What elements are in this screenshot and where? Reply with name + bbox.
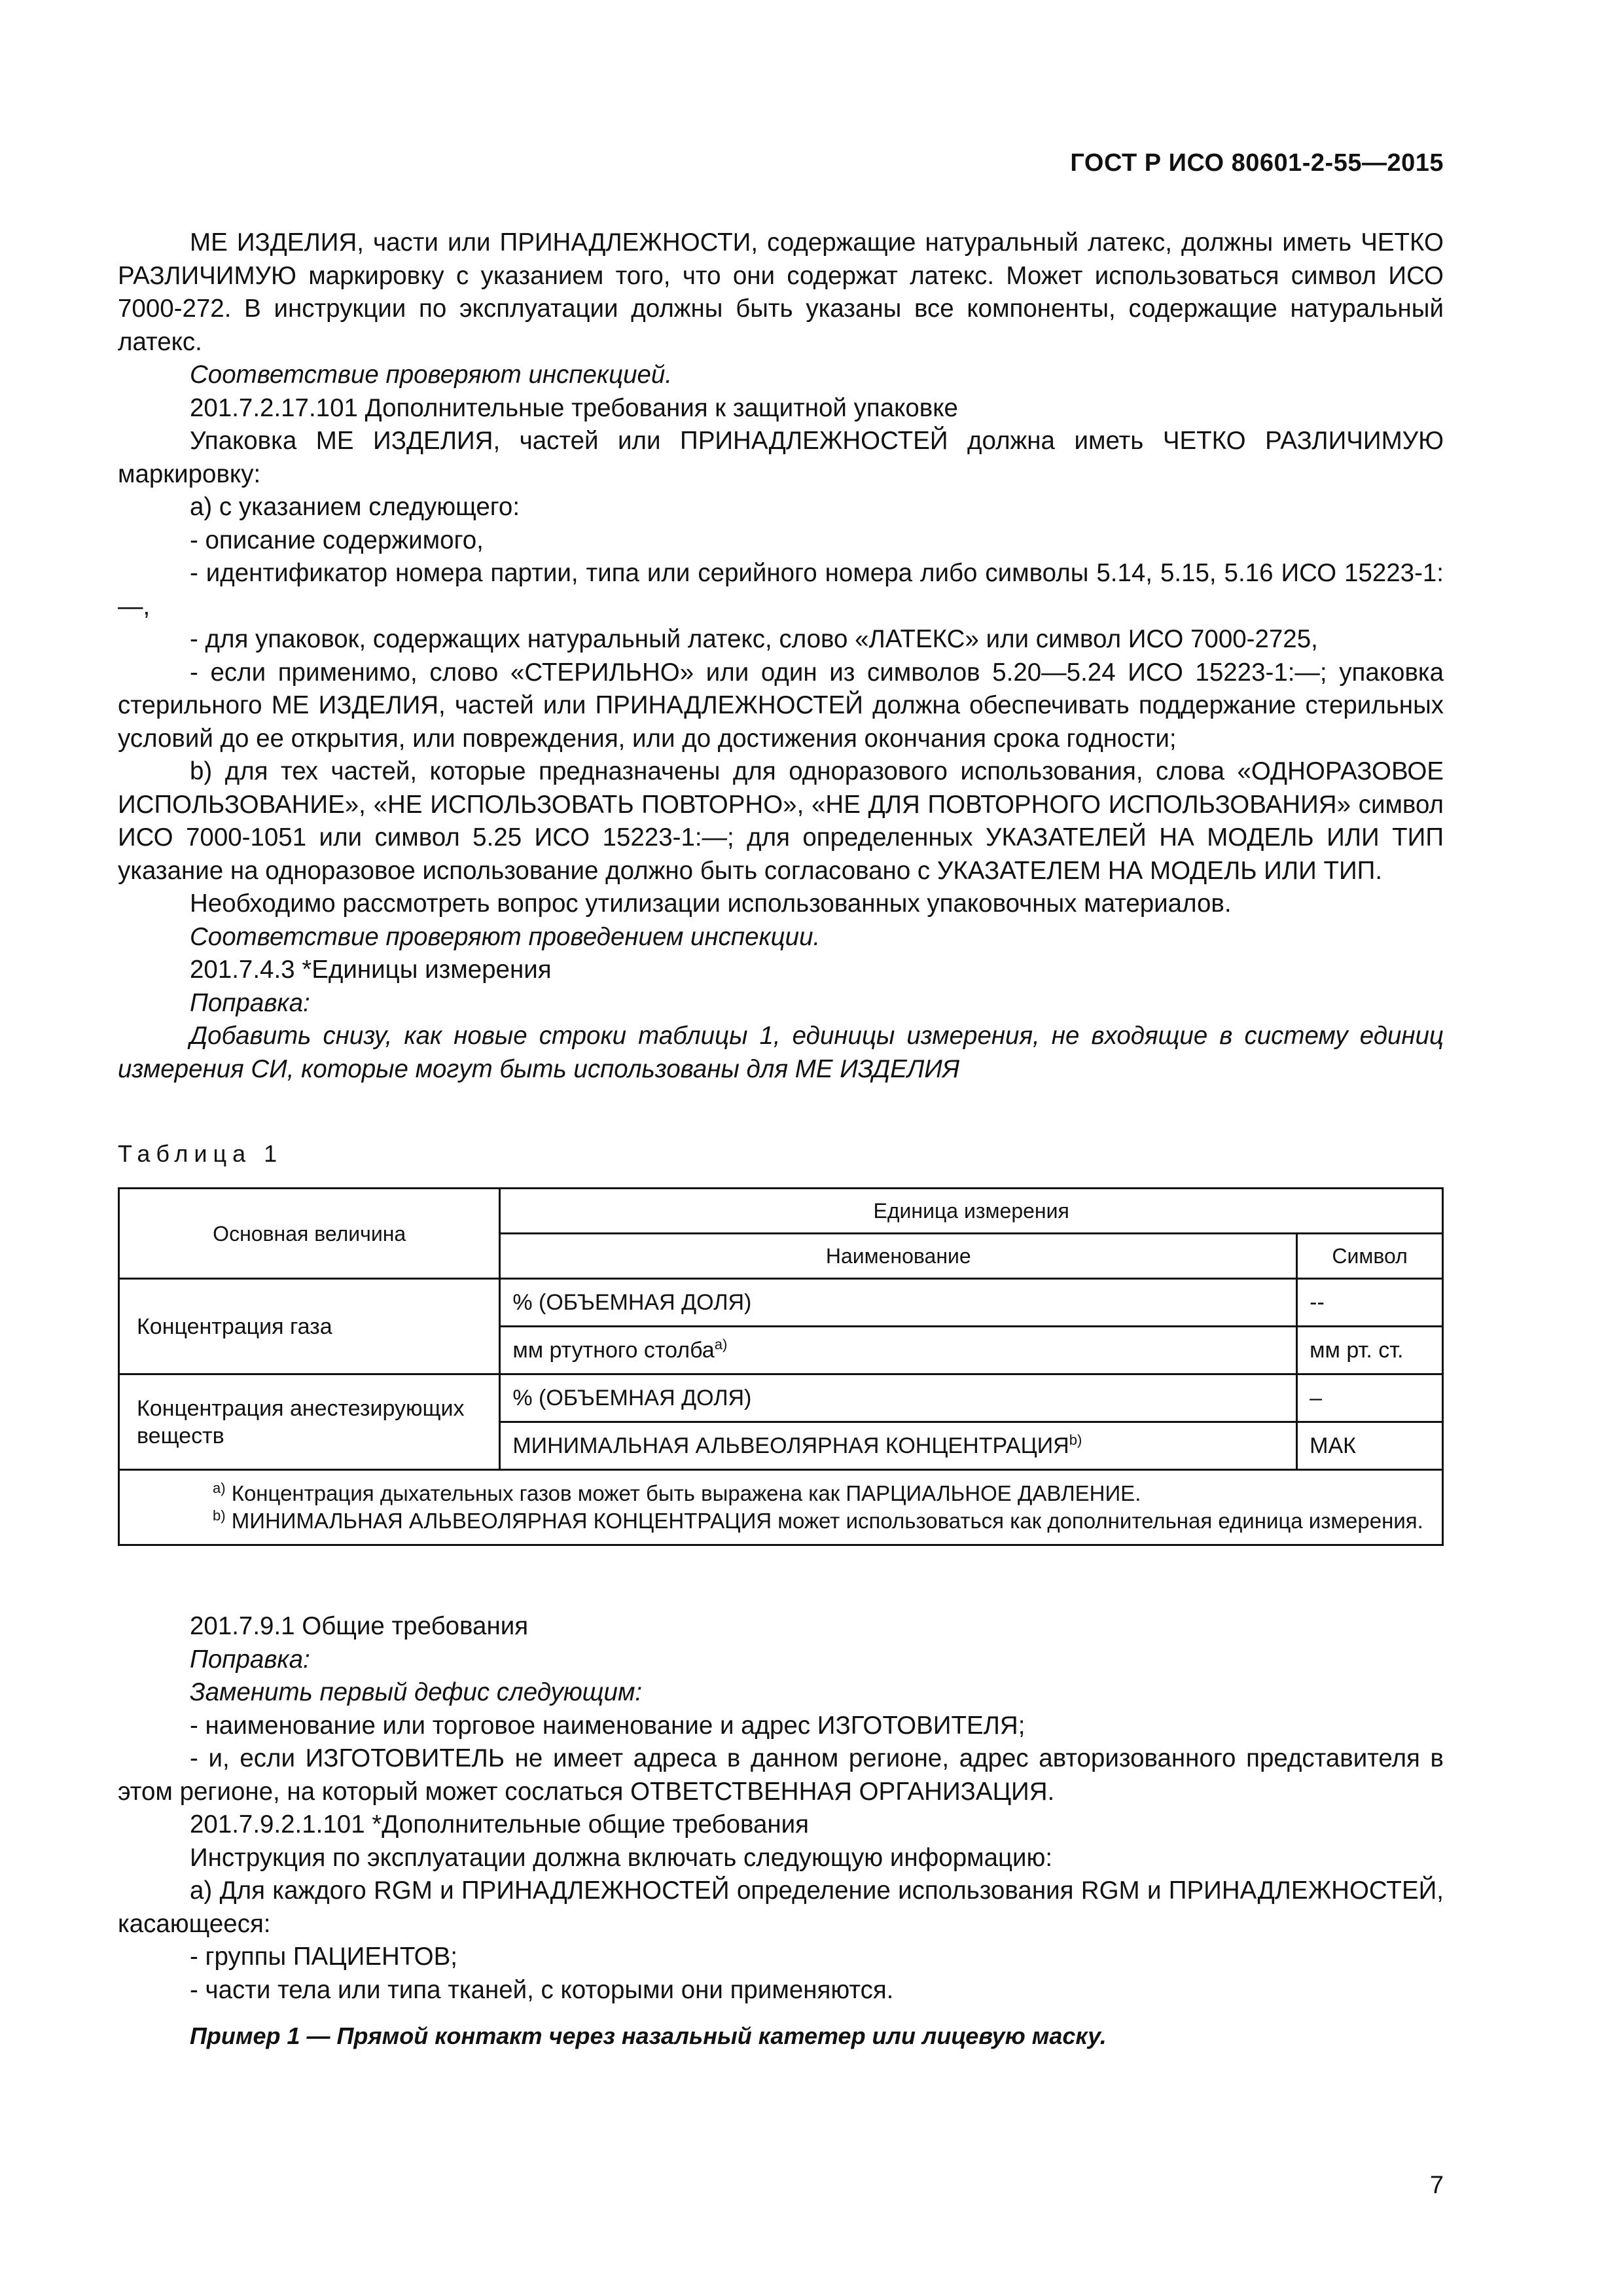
cell-name: % (ОБЪЕМНАЯ ДОЛЯ) [500,1374,1297,1422]
header-main-quantity: Основная величина [119,1189,500,1279]
amendment-text: Добавить снизу, как новые строки таблицы 1, единицы измерения, не входящие в систему единиц измерения СИ, которые могут быть использованы для МЕ ИЗДЕЛИЯ [118,1022,1444,1083]
row-group-anesthetic: Концентрация анестезирующих веществ [119,1374,500,1470]
document-number: ГОСТ Р ИСО 80601-2-55—2015 [1070,149,1444,177]
list-item: - и, если ИЗГОТОВИТЕЛЬ не имеет адреса в данном регионе, адрес авторизованного представителя в этом регионе, на который может сослаться ОТВЕТСТВЕННАЯ ОРГАНИЗАЦИЯ. [118,1744,1444,1806]
section-heading: 201.7.9.1 Общие требования [190,1612,529,1640]
list-item: - если применимо, слово «СТЕРИЛЬНО» или один из символов 5.20—5.24 ИСО 15223-1:—; упаковка стерильного МЕ ИЗДЕЛИЯ, частей или ПРИНАДЛЕЖНОСТЕЙ должна обеспечивать поддержание стерильных условий до ее открытия, или повреждения, или до достижения окончания срока годности; [118,658,1444,753]
row-group-gas: Концентрация газа [119,1279,500,1374]
body-text-top [118,226,1444,1086]
amendment-text: Заменить первый дефис следующим: [190,1678,643,1706]
section-heading: 201.7.9.2.1.101 *Дополнительные общие требования [190,1810,810,1839]
list-item: - части тела или типа тканей, с которыми они применяются. [190,1975,894,2004]
header-symbol: Символ [1297,1234,1443,1279]
table-notes [119,1470,1443,1545]
list-item: - описание содержимого, [190,526,484,554]
list-item: - группы ПАЦИЕНТОВ; [190,1943,457,1971]
amendment-label: Поправка: [190,1645,310,1674]
paragraph: Инструкция по эксплуатации должна включать следующую информацию: [190,1843,1053,1872]
footnote-ref: a) [714,1336,728,1353]
footnote-b: $^{b)}$ МИНИМАЛЬНАЯ АЛЬВЕОЛЯРНАЯ КОНЦЕНТРАЦИЯ может использоваться как дополнительная единица измерения. [213,1507,1423,1533]
page-number: 7 [1429,2172,1444,2199]
paragraph: Соответствие проверяют инспекцией. [190,361,673,389]
header-unit: Единица измерения [500,1189,1443,1234]
footnote-ref: b) [1069,1431,1082,1448]
paragraph: Соответствие проверяют проведением инспекции. [190,922,821,951]
amendment-label: Поправка: [190,988,310,1017]
paragraph: Упаковка МЕ ИЗДЕЛИЯ, частей или ПРИНАДЛЕЖНОСТЕЙ должна иметь ЧЕТКО РАЗЛИЧИМУЮ маркировку: [118,427,1444,488]
paragraph: Необходимо рассмотреть вопрос утилизации использованных упаковочных материалов. [190,889,1232,918]
footnote-a: $^{a)}$ Концентрация дыхательных газов может быть выражена как ПАРЦИАЛЬНОЕ ДАВЛЕНИЕ. [213,1480,1141,1505]
units-table [118,1187,1444,1546]
table-caption: Таблица 1 [118,1140,283,1167]
header-name: Наименование [500,1234,1297,1279]
list-item: - наименование или торговое наименование и адрес ИЗГОТОВИТЕЛЯ; [190,1711,1026,1740]
list-item: а) Для каждого RGM и ПРИНАДЛЕЖНОСТЕЙ определение использования RGM и ПРИНАДЛЕЖНОСТЕЙ, касающееся: [118,1876,1444,1938]
cell-name: % (ОБЪЕМНАЯ ДОЛЯ) [500,1279,1297,1327]
body-text-bottom [118,1610,1444,2053]
section-heading: 201.7.2.17.101 Дополнительные требования к защитной упаковке [190,393,958,422]
list-item: - идентификатор номера партии, типа или серийного номера либо символы 5.14, 5.15, 5.16 ИСО 15223-1:—, [118,559,1444,620]
cell-name: МИНИМАЛЬНАЯ АЛЬВЕОЛЯРНАЯ КОНЦЕНТРАЦИЯ$^{b)}$ [500,1422,1297,1470]
cell-symbol: МАК [1297,1422,1443,1470]
cell-symbol: -- [1297,1279,1443,1327]
list-item: b) для тех частей, которые предназначены для одноразового использования, слова «ОДНОРАЗОВОЕ ИСПОЛЬЗОВАНИЕ», «НЕ ИСПОЛЬЗОВАТЬ ПОВТОРНО», «НЕ ДЛЯ ПОВТОРНОГО ИСПОЛЬЗОВАНИЯ» символ ИСО 7000-1051 или символ 5.25 ИСО 15223-1:—; для определенных УКАЗАТЕЛЕЙ НА МОДЕЛЬ ИЛИ ТИП указание на одноразовое использование должно быть согласовано с УКАЗАТЕЛЕМ НА МОДЕЛЬ ИЛИ ТИП. [118,757,1444,885]
example-text: Пример 1 — Прямой контакт через назальный катетер или лицевую маску. [190,2022,1107,2049]
list-item: - для упаковок, содержащих натуральный латекс, слово «ЛАТЕКС» или символ ИСО 7000-2725, [190,625,1318,653]
section-heading: 201.7.4.3 *Единицы измерения [190,956,552,984]
list-item: а) с указанием следующего: [190,493,520,521]
paragraph: МЕ ИЗДЕЛИЯ, части или ПРИНАДЛЕЖНОСТИ, содержащие натуральный латекс, должны иметь ЧЕТКО РАЗЛИЧИМУЮ маркировку с указанием того, что они содержат латекс. Может использоваться символ ИСО 7000-272. В инструкции по эксплуатации должны быть указаны все компоненты, содержащие натуральный латекс. [118,228,1444,356]
cell-symbol: – [1297,1374,1443,1422]
cell-name: мм ртутного столба$^{a)}$ [500,1327,1297,1374]
cell-symbol: мм рт. ст. [1297,1327,1443,1374]
